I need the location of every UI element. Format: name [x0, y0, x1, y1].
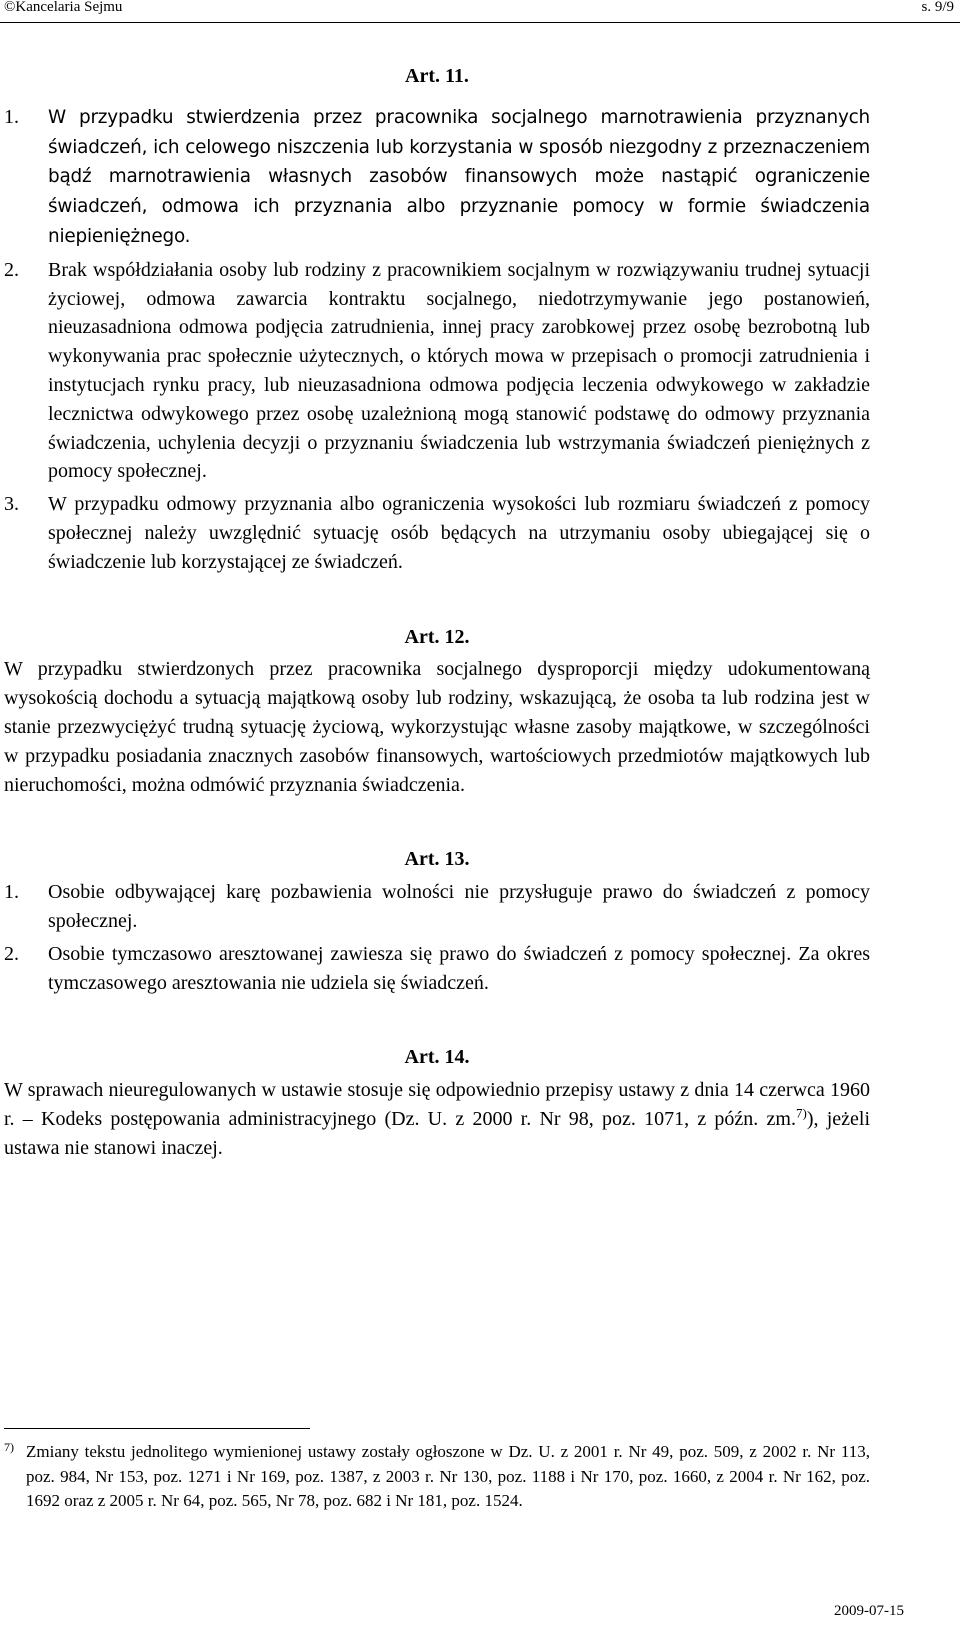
footnote [4, 1440, 870, 1514]
article-11-paragraph-1 [4, 103, 870, 252]
header-page-number: s. 9/9 [921, 0, 954, 15]
footnote-separator [4, 1428, 310, 1429]
article-14-text [4, 1076, 870, 1162]
article-13-paragraph-2 [4, 940, 870, 998]
footnote-reference[interactable]: 7) [795, 1105, 807, 1121]
article-11-title: Art. 11. [405, 65, 469, 87]
article-12-text: W przypadku stwierdzonych przez pracownika socjalnego dysproporcji między udokumentowaną wysokością dochodu a sytuacją majątkową osoby lub rodziny, wskazującą, że osoba ta lub rodzina jest w stanie przezwyciężyć trudną sytuację życiową, wykorzystując własne zasoby majątkowe, w szczególności w przypadku posiadania znacznych zasobów finansowych, wartościowych przedmiotów majątkowych lub nieruchomości, można odmówić przyznania świadczenia. [4, 658, 870, 796]
article-14-title: Art. 14. [404, 1046, 470, 1069]
article-11 [4, 62, 870, 577]
article-11-paragraph-2 [4, 256, 870, 486]
paragraph-text: Brak współdziałania osoby lub rodziny z pracownikiem socjalnym w rozwiązywaniu trudnej sytuacji życiowej, odmowa zawarcia kontraktu socjalnego, niedotrzymywanie jego postanowień, nieuzasadniona odmowa podjęcia zatrudnienia, innej pracy zarobkowej przez osobę bezrobotną lub wykonywania prac społecznie użytecznych, o których mowa w przepisach o promocji zatrudnienia i instytucjach rynku pracy, lub nieuzasadniona odmowa podjęcia leczenia odwykowego w zakładzie lecznictwa odwykowego przez osobę uzależnioną mogą stanowić podstawę do odmowy przyznania świadczenia, uchylenia decyzji o przyznaniu świadczenia lub wstrzymania świadczeń pieniężnych z pomocy społecznej. [48, 258, 870, 483]
article-13-paragraph-1 [4, 878, 870, 936]
article-14-text-main: W sprawach nieuregulowanych w ustawie stosuje się odpowiednio przepisy ustawy z dnia 14 czerwca 1960 r. – Kodeks postępowania administracyjnego (Dz. U. z 2000 r. Nr 98, poz. 1071, z późn. zm. [4, 1079, 870, 1130]
article-12 [4, 623, 870, 800]
paragraph-number: 2. [4, 258, 19, 281]
article-13 [4, 845, 870, 997]
paragraph-number: 3. [4, 493, 19, 516]
footnote-mark: 7) [4, 1440, 14, 1454]
paragraph-text: Osobie odbywającej karę pozbawienia wolności nie przysługuje prawo do świadczeń z pomocy społecznej. [48, 881, 870, 932]
article-13-title: Art. 13. [404, 848, 470, 871]
document-body [4, 62, 870, 1163]
paragraph-number: 2. [4, 942, 19, 965]
article-12-title: Art. 12. [404, 625, 470, 648]
paragraph-number: 1. [4, 105, 19, 128]
article-14 [4, 1043, 870, 1162]
header-publisher: ©Kancelaria Sejmu [4, 0, 123, 15]
footnote-text: Zmiany tekstu jednolitego wymienionej ustawy zostały ogłoszone w Dz. U. z 2001 r. Nr 49, poz. 509, z 2002 r. Nr 113, poz. 984, Nr 153, poz. 1271 i Nr 169, poz. 1387, z 2003 r. Nr 130, poz. 1188 i Nr 170, poz. 1660, z 2004 r. Nr 162, poz. 1692 oraz z 2005 r. Nr 64, poz. 565, Nr 78, poz. 682 i Nr 181, poz. 1524. [26, 1442, 870, 1510]
paragraph-text: W przypadku stwierdzenia przez pracownika socjalnego marnotrawienia przyznanych świadczeń, ich celowego niszczenia lub korzystania w sposób niezgodny z przeznaczeniem bądź marnotrawienia własnych zasobów finansowych może nastąpić ograniczenie świadczeń, odmowa ich przyznania albo przyznanie pomocy w formie świadczenia niepieniężnego. [48, 106, 870, 247]
paragraph-text: W przypadku odmowy przyznania albo ograniczenia wysokości lub rozmiaru świadczeń z pomocy społecznej należy uwzględnić sytuację osób będących na utrzymaniu osoby ubiegającej się o świadczenie lub korzystającej ze świadczeń. [48, 493, 870, 573]
article-11-paragraph-3 [4, 490, 870, 576]
paragraph-text: Osobie tymczasowo aresztowanej zawiesza się prawo do świadczeń z pomocy społecznej. Za okres tymczasowego aresztowania nie udziela się świadczeń. [48, 942, 870, 994]
paragraph-number: 1. [4, 881, 19, 904]
page-header [0, 0, 960, 23]
footer-date: 2009-07-15 [834, 1603, 904, 1619]
article-14-text-tail: ), jeżeli ustawa nie stanowi inaczej. [4, 1107, 870, 1159]
